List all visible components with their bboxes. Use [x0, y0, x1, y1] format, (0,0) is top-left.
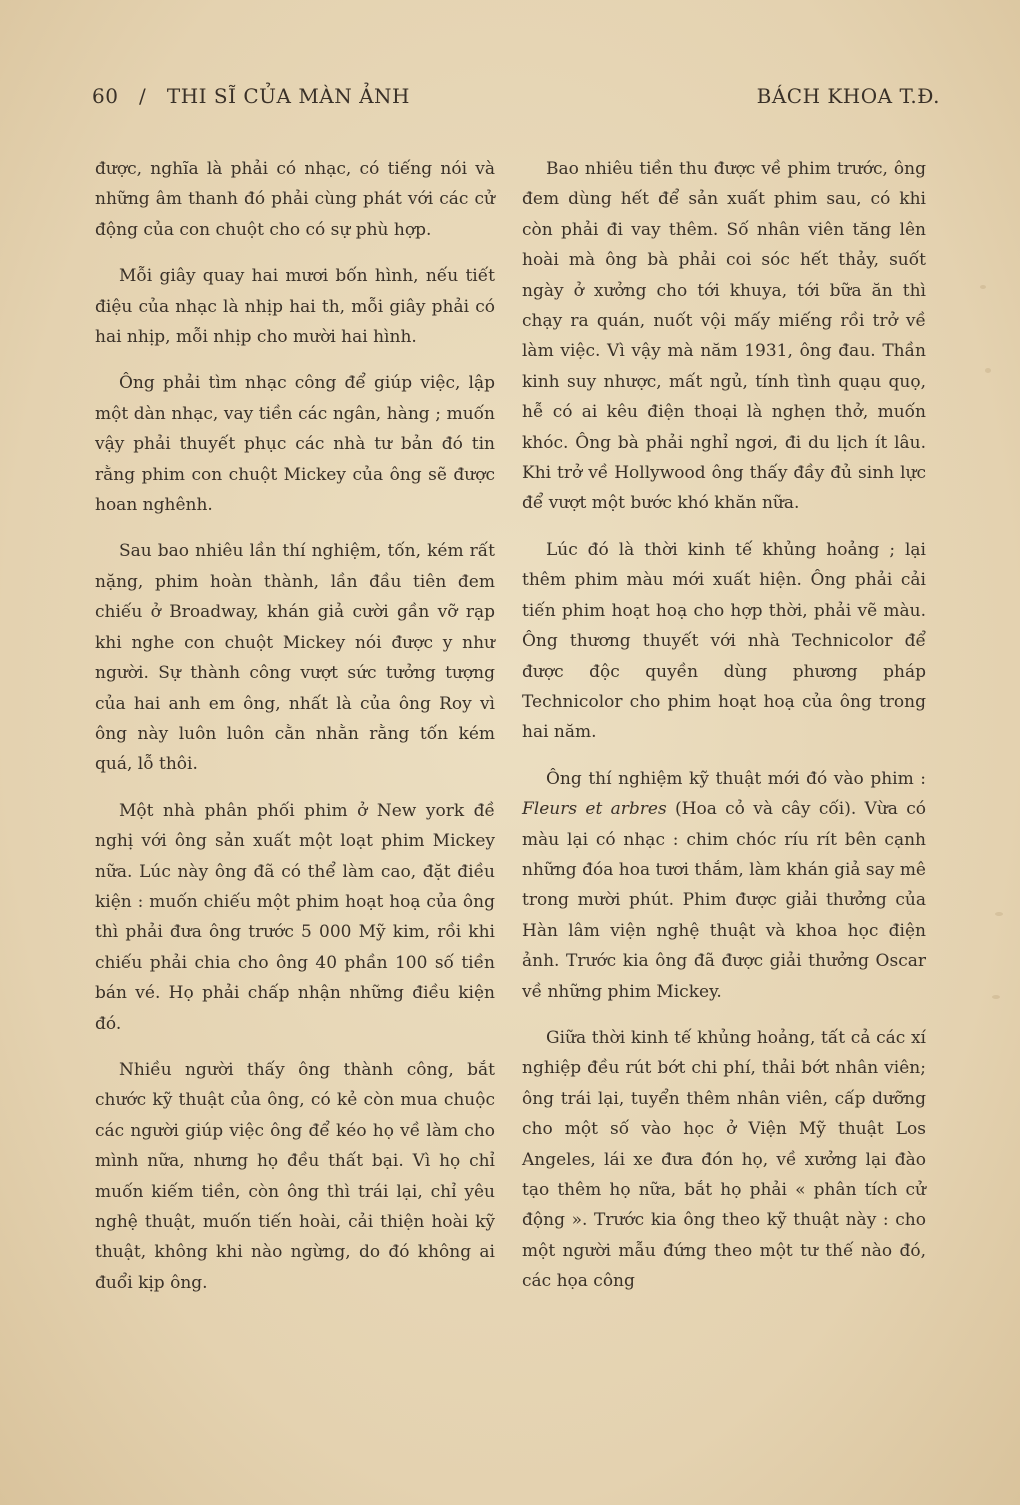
page-number: 60	[92, 84, 119, 108]
paragraph-text: (Hoa cỏ và cây cối). Vừa có màu lại có nhạc : chim chóc ríu rít bên cạnh những đóa hoa tươi thắm, làm khán giả say mê trong mười phút. Phim được giải thưởng của Hàn lâm viện nghệ thuật và khoa học điện ảnh. Trước kia ông đã được giải thưởng Oscar về những phim Mickey.	[522, 799, 927, 1002]
paragraph: Sau bao nhiêu lần thí nghiệm, tốn, kém rất nặng, phim hoàn thành, lần đầu tiên đem chiếu ở Broadway, khán giả cười gần vỡ rạp khi nghe con chuột Mickey nói được y như người. Sự thành công vượt sức tưởng tượng của hai anh em ông, nhất là của ông Roy vì ông này luôn luôn cằn nhằn rằng tốn kém quá, lỗ thôi.	[95, 541, 495, 775]
paragraph-text: Ông thí nghiệm kỹ thuật mới đó vào phim :	[546, 768, 926, 789]
paragraph: Một nhà phân phối phim ở New york đề nghị với ông sản xuất một loạt phim Mickey nữa. Lúc này ông đã có thể làm cao, đặt điều kiện : muốn chiếu một phim hoạt hoạ của ông thì phải đưa ông trước 5 000 Mỹ kim, rồi khi chiếu phải chia cho ông 40 phần 100 số tiền bán vé. Họ phải chấp nhận những điều kiện đó.	[95, 800, 495, 1034]
paragraph: Mỗi giây quay hai mươi bốn hình, nếu tiết điệu của nhạc là nhịp hai th, mỗi giây phải có hai nhịp, mỗi nhịp cho mười hai hình.	[95, 266, 495, 348]
paper-speck	[985, 368, 991, 373]
paragraph: Ông phải tìm nhạc công để giúp việc, lập một dàn nhạc, vay tiền các ngân, hàng ; muốn vậy phải thuyết phục các nhà tư bản đó tin rằng phim con chuột Mickey của ông sẽ được hoan nghênh.	[95, 373, 495, 516]
section-title: THI SĨ CỦA MÀN ẢNH	[166, 84, 410, 108]
film-title: Fleurs et arbres	[522, 799, 667, 820]
paragraph: Nhiều người thấy ông thành công, bắt chước kỹ thuật của ông, có kẻ còn mua chuộc các người giúp việc ông để kéo họ về làm cho mình nữa, nhưng họ đều thất bại. Vì họ chỉ muốn kiếm tiền, còn ông thì trái lại, chỉ yêu nghệ thuật, muốn tiến hoài, cải thiện hoài kỹ thuật, không khi nào ngừng, do đó không ai đuổi kịp ông.	[95, 1059, 495, 1293]
paragraph	[522, 764, 926, 1007]
paragraph: được, nghĩa là phải có nhạc, có tiếng nói và những âm thanh đó phải cùng phát với các cử động của con chuột cho có sự phù hợp.	[95, 159, 495, 240]
paper-speck	[995, 912, 1003, 916]
paragraph: Giữa thời kinh tế khủng hoảng, tất cả các xí nghiệp đều rút bớt chi phí, thải bớt nhân viên; ông trái lại, tuyển thêm nhân viên, cấp dưỡng cho một số vào học ở Viện Mỹ thuật Los Angeles, lái xe đưa đón họ, về xưởng lại đào tạo thêm họ nữa, bắt họ phải « phân tích cử động ». Trước kia ông theo kỹ thuật này : cho một người mẫu đứng theo một tư thế nào đó, các họa công	[522, 1027, 926, 1292]
right-column	[522, 154, 926, 1313]
publication-name: BÁCH KHOA T.Đ.	[756, 84, 940, 108]
paper-speck	[980, 285, 986, 289]
header-separator: /	[139, 84, 147, 108]
page-header	[92, 84, 940, 120]
paper-speck	[992, 995, 1000, 999]
paragraph: Lúc đó là thời kinh tế khủng hoảng ; lại thêm phim màu mới xuất hiện. Ông phải cải tiến phim hoạt hoạ cho hợp thời, phải vẽ màu. Ông thương thuyết với nhà Technicolor để được độc quyền dùng phương pháp Technicolor cho phim hoạt hoạ của ông trong hai năm.	[522, 539, 926, 743]
left-column	[95, 154, 495, 1314]
running-head	[92, 84, 410, 108]
paragraph: Bao nhiêu tiền thu được về phim trước, ông đem dùng hết để sản xuất phim sau, có khi còn phải đi vay thêm. Số nhân viên tăng lên hoài mà ông bà phải coi sóc hết thảy, suốt ngày ở xưởng cho tới khuya, tới bữa ăn thì chạy ra quán, nuốt vội mấy miếng rồi trở về làm việc. Vì vậy mà năm 1931, ông đau. Thần kinh suy nhược, mất ngủ, tính tình quạu quọ, hễ có ai kêu điện thoại là nghẹn thở, muốn khóc. Ông bà phải nghỉ ngơi, đi du lịch ít lâu. Khi trở về Hollywood ông thấy đầy đủ sinh lực để vượt một bước khó khăn nữa.	[522, 159, 926, 514]
